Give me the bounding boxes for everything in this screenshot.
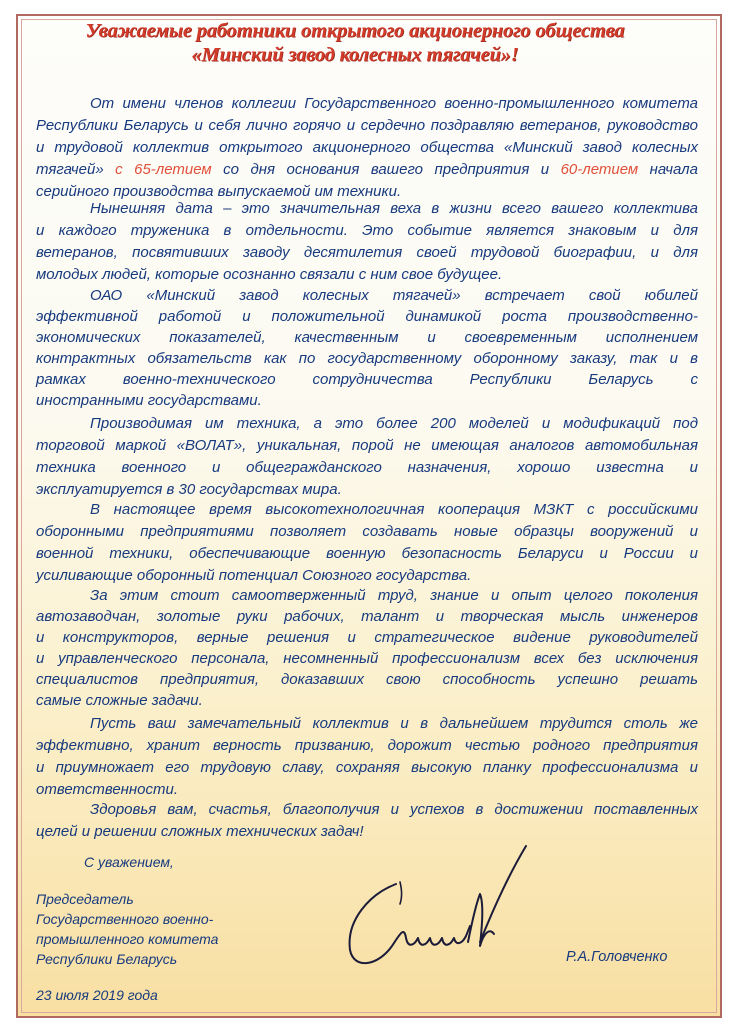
anniversary-65-highlight: с 65-летием: [115, 161, 212, 178]
paragraph-6-line-5: специалистов предприятия, доказавших свою способность успешно решать: [36, 671, 698, 688]
paragraph-4-line-1: Производимая им техника, а это более 200 моделей и модификаций под: [90, 415, 698, 432]
paragraph-7-line-4: ответственности.: [36, 781, 179, 798]
paragraph-6-line-1: За этим стоит самоотверженный труд, знание и опыт целого поколения: [90, 587, 698, 604]
paragraph-4-line-2: торговой маркой «ВОЛАТ», уникальная, порой не имеющая аналогов автомобильная: [36, 437, 698, 454]
letter-title-line-1: Уважаемые работники открытого акционерного общества: [85, 20, 625, 42]
paragraph-5-line-3: военной техники, обеспечивающие военную безопасность Беларуси и России и: [36, 545, 698, 562]
signatory-name: Р.А.Головченко: [566, 949, 668, 965]
paragraph-7-line-1: Пусть ваш замечательный коллектив и в дальнейшем трудится столь же: [90, 715, 698, 732]
paragraph-4-line-4: эксплуатируется в 30 государствах мира.: [36, 481, 342, 498]
paragraph-1-line-5: серийного производства выпускаемой им техники.: [36, 183, 402, 200]
paragraph-1-line-2: Республики Беларусь и себя лично горячо и сердечно поздравляю ветеранов, руководство: [36, 117, 698, 134]
paragraph-2-line-1: Нынешняя дата – это значительная веха в жизни всего вашего коллектива: [90, 200, 698, 217]
paragraph-2-line-2: и каждого труженика в отдельности. Это событие является знаковым и для: [36, 222, 698, 239]
paragraph-6-line-3: и конструкторов, верные решения и стратегическое видение руководителей: [36, 629, 698, 646]
letter-date: 23 июля 2019 года: [36, 987, 158, 1003]
paragraph-3-line-4: контрактных обязательств как по государственному оборонному заказу, так и в: [36, 350, 698, 367]
handwritten-signature-graphic: [330, 842, 540, 982]
paragraph-5-line-4: усиливающие оборонный потенциал Союзного государства.: [36, 567, 472, 584]
anniversary-60-highlight: 60-летием: [560, 161, 639, 178]
paragraph-5-line-1: В настоящее время высокотехнологичная кооперация МЗКТ с российскими: [90, 501, 698, 518]
paragraph-3-line-5: рамках военно-технического сотрудничества Республики Беларусь с: [36, 371, 698, 388]
paragraph-7-line-3: и приумножает его трудовую славу, сохраняя высокую планку профессионализма и: [36, 759, 698, 776]
paragraph-6-line-6: самые сложные задачи.: [36, 692, 203, 709]
closing-salutation: С уважением,: [84, 854, 174, 870]
text-fragment: начала: [649, 161, 698, 178]
paragraph-3-line-1: ОАО «Минский завод колесных тягачей» встречает свой юбилей: [90, 287, 698, 304]
paragraph-1-line-4: [36, 160, 698, 180]
paragraph-6-line-4: и управленческого персонала, несомненный профессионализм всех без исключения: [36, 650, 698, 667]
paragraph-8-line-2: целей и решении сложных технических задач!: [36, 823, 364, 840]
paragraph-1-line-3: и трудовой коллектив открытого акционерного общества «Минский завод колесных: [36, 139, 698, 156]
text-fragment: со дня основания вашего предприятия и: [223, 161, 550, 178]
paragraph-1-line-1: От имени членов коллегии Государственного военно-промышленного комитета: [90, 95, 698, 112]
paragraph-6-line-2: автозаводчан, золотые руки рабочих, талант и творческая мысль инженеров: [36, 608, 698, 625]
signatory-position-line-2: Государственного военно-: [36, 911, 214, 927]
paragraph-3-line-3: экономических показателей, качественным и своевременным исполнением: [36, 329, 698, 346]
letter-title-line-2: «Минский завод колесных тягачей»!: [191, 44, 519, 66]
signatory-position-line-4: Республики Беларусь: [36, 951, 178, 967]
paragraph-8-line-1: Здоровья вам, счастья, благополучия и успехов в достижении поставленных: [90, 801, 698, 818]
paragraph-3-line-6: иностранными государствами.: [36, 392, 262, 409]
paragraph-3-line-2: эффективной работой и положительной динамикой роста производственно-: [36, 308, 698, 325]
paragraph-4-line-3: техника военного и общегражданского назначения, хорошо известна и: [36, 459, 698, 476]
paragraph-5-line-2: оборонными предприятиями позволяет создавать новые образцы вооружений и: [36, 523, 698, 540]
paragraph-2-line-4: молодых людей, которые осознанно связали с ним свое будущее.: [36, 266, 503, 283]
signatory-position-line-1: Председатель: [36, 891, 134, 907]
paragraph-7-line-2: эффективно, хранит верность призванию, дорожит честью родного предприятия: [36, 737, 698, 754]
signatory-position-line-3: промышленного комитета: [36, 931, 219, 947]
text-fragment: тягачей»: [36, 161, 104, 178]
paragraph-2-line-3: ветеранов, посвятивших заводу десятилетия своей трудовой биографии, и для: [36, 244, 698, 261]
